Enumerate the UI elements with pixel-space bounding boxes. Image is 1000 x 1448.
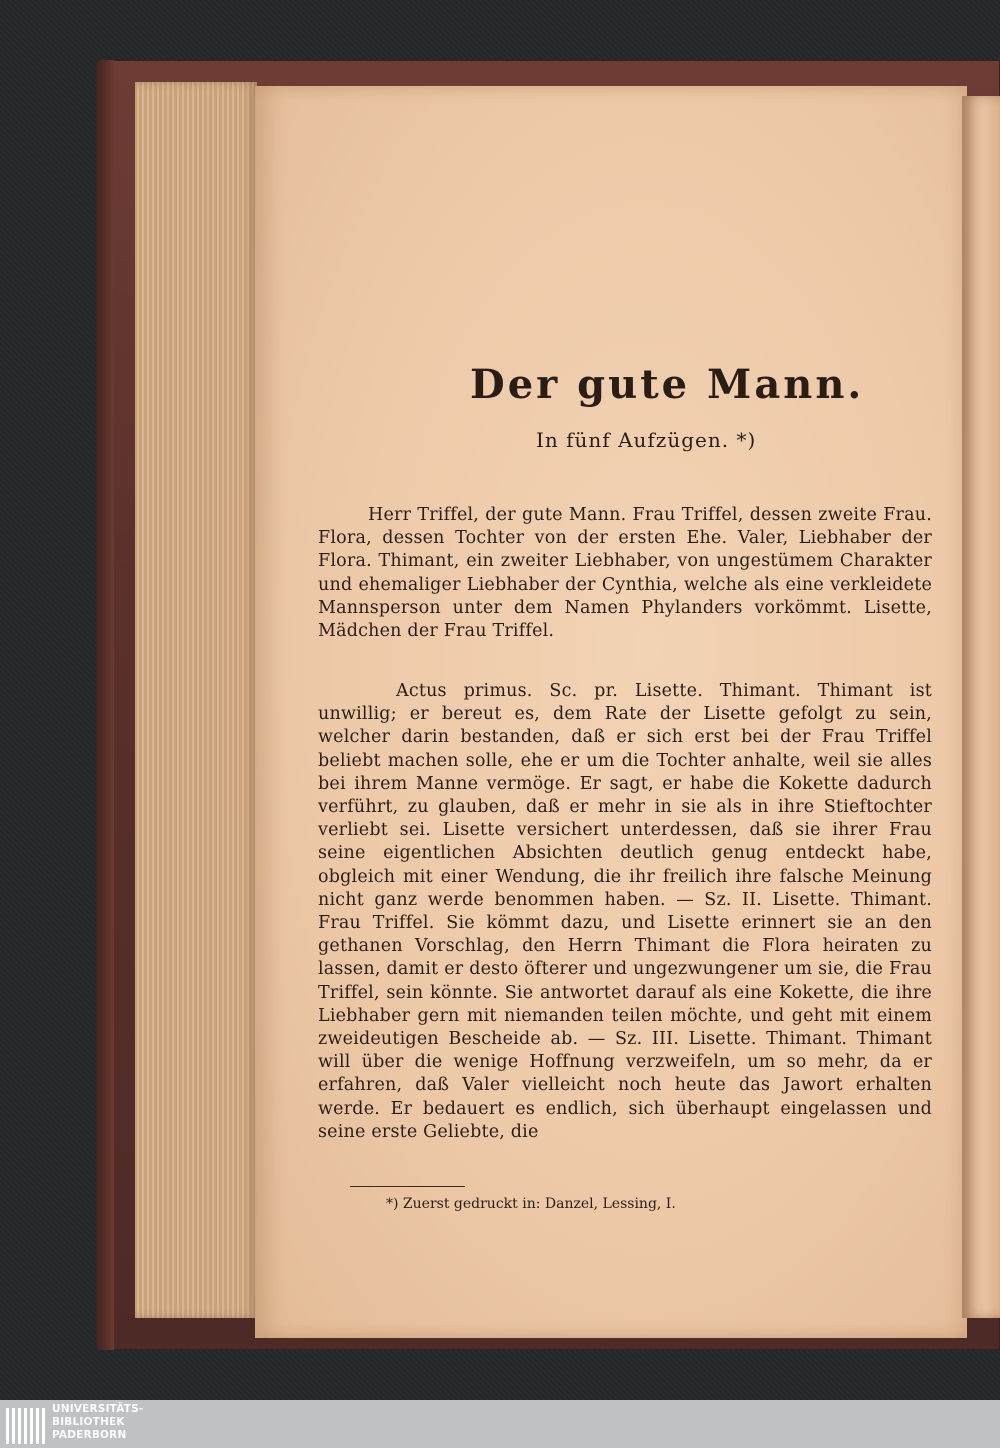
logo-line-2: BIBLIOTHEK <box>52 1416 125 1428</box>
library-logo-icon <box>4 1404 48 1446</box>
footnote: *) Zuerst gedruckt in: Danzel, Lessing, I. <box>386 1196 676 1212</box>
footnote-divider <box>350 1186 465 1187</box>
library-logo-text <box>52 1403 252 1442</box>
logo-line-1: UNIVERSITÄTS- <box>52 1403 144 1415</box>
page-subtitle: In fünf Aufzügen. *) <box>536 428 757 452</box>
actus-paragraph: Actus primus. Sc. pr. Lisette. Thimant. Thimant ist unwillig; er bereut es, dem Rate der Lisette gefolgt zu sein, welcher darin bestanden, daß er sich erst bei der Frau Triffel beliebt machen solle, ehe er um die Tochter anhalte, weil sie alles bei ihrem Manne vermöge. Er sagt, er habe die Kokette dadurch verführt, zu glauben, daß er mehr in sie als in ihre Stieftochter verliebt sei. Lisette versichert unterdessen, daß sie ihrer Frau seine eigentlichen Absichten deutlich genug entdeckt habe, obgleich mit einer Wendung, die ihr freilich ihre falsche Meinung nicht ganz werde benommen haben. — Sz. II. Lisette. Thimant. Frau Triffel. Sie kömmt dazu, und Lisette erinnert sie an den gethanen Vorschlag, den Herrn Thimant die Flora heiraten zu lassen, damit er desto öfterer und ungezwungener um sie, die Frau Triffel, sein könnte. Sie antwortet darauf als eine Kokette, die ihre Liebhaber gern mit niemanden teilen möchte, und geht mit einem zweideutigen Bescheide ab. — Sz. III. Lisette. Thimant. Thimant will über die wenige Hoffnung verzweifeln, um so mehr, da er erfahren, daß Valer vielleicht noch heute das Jawort erhalten werde. Er bedauert es endlich, sich überhaupt eingelassen und seine erste Geliebte, die <box>318 681 932 1142</box>
logo-line-3: PADERBORN <box>52 1429 127 1441</box>
page-title: Der gute Mann. <box>470 361 865 408</box>
cast-paragraph: Herr Triffel, der gute Mann. Frau Triffel, dessen zweite Frau. Flora, dessen Tochter von der ersten Ehe. Valer, Liebhaber der Flora. Thimant, ein zweiter Liebhaber, von ungestümem Charakter und ehemaliger Liebhaber der Cynthia, welche als eine verkleidete Mannsperson unter dem Namen Phylanders vorkömmt. Lisette, Mädchen der Frau Triffel. <box>318 505 932 642</box>
